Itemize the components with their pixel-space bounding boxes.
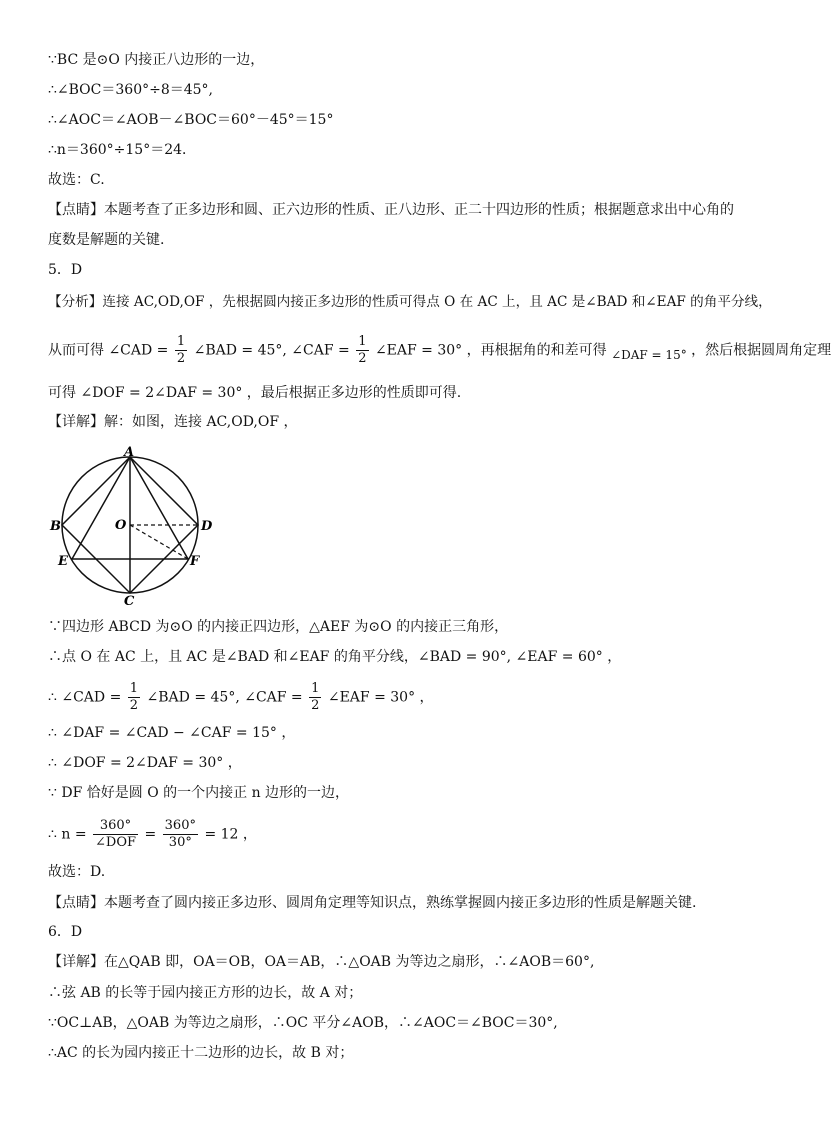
text-line-25: ∵OC⊥AB，△OAB 为等边之扇形，∴OC 平分∠AOB，∴∠AOC＝∠BOC＝30°,	[48, 1015, 558, 1031]
label-b: B	[50, 519, 61, 534]
text-line-18: ∵ DF 恰好是圆 O 的一个内接正 n 边形的一边，	[48, 785, 350, 801]
fraction-num: 1	[358, 334, 367, 349]
fraction-half	[309, 681, 321, 714]
fraction-num: 1	[129, 681, 139, 696]
text-line-3: ∴∠AOC＝∠AOB－∠BOC＝60°－45°＝15°	[48, 112, 334, 128]
fraction-den: 30°	[168, 835, 192, 850]
text-line-15-c: ∠EAF = 30° ，	[327, 689, 434, 706]
text-line-19-c: = 12 ，	[204, 826, 257, 843]
fraction-360-over-30	[163, 818, 198, 851]
text-line-26: ∴AC 的长为园内接正十二边形的边长，故 B 对；	[48, 1045, 354, 1061]
text-line-2: ∴∠BOC＝360°÷8＝45°,	[48, 82, 213, 98]
text-line-21: 【点睛】本题考查了圆内接正多边形、圆周角定理等知识点，熟练掌握圆内接正多边形的性质是解题关键.	[48, 895, 697, 911]
text-line-17: ∴ ∠DOF = 2∠DAF = 30° ，	[48, 755, 242, 771]
text-line-23: 【详解】在△QAB 即，OA＝OB，OA＝AB，∴△OAB 为等边之扇形，∴∠AOB＝60°,	[48, 954, 595, 970]
fraction-num: 1	[311, 681, 320, 696]
fraction-half	[175, 334, 187, 367]
label-f: F	[190, 554, 200, 569]
fraction-den: 2	[358, 351, 367, 366]
text-line-13: ∵四边形 ABCD 为⊙O 的内接正四边形，△AEF 为⊙O 的内接正三角形，	[48, 619, 509, 635]
text-line-12: 【详解】解：如图，连接 AC,OD,OF ，	[48, 414, 298, 430]
fraction-den: 2	[176, 351, 186, 366]
text-line-15-b: ∠BAD = 45°, ∠CAF =	[146, 689, 303, 706]
text-line-7: 度数是解题的关键.	[48, 232, 165, 248]
label-e: E	[58, 554, 68, 569]
text-line-8: 5．D	[48, 262, 83, 278]
text-line-24: ∴弦 AB 的长等于园内接正方形的边长，故 A 对；	[48, 985, 363, 1001]
fraction-den: ∠DOF	[95, 835, 137, 850]
label-a: A	[124, 445, 135, 460]
fraction-den: 2	[311, 698, 320, 713]
fraction-num: 1	[176, 334, 186, 349]
text-line-19	[48, 818, 257, 851]
text-line-4: ∴n＝360°÷15°＝24．	[48, 142, 197, 158]
text-line-20: 故选：D.	[48, 864, 106, 880]
fraction-den: 2	[129, 698, 139, 713]
text-line-10-b: ∠BAD = 45°, ∠CAF =	[193, 342, 350, 359]
fraction-half	[356, 334, 368, 367]
text-line-19-b: =	[144, 826, 157, 843]
label-c: C	[124, 594, 135, 609]
text-line-10-e: ，然后根据圆周角定理	[691, 342, 831, 359]
text-line-10-a: 从而可得 ∠CAD =	[48, 342, 169, 359]
text-line-19-a: ∴ n =	[48, 826, 87, 843]
text-line-15-a: ∴ ∠CAD =	[48, 689, 122, 706]
text-line-1: ∵BC 是⊙O 内接正八边形的一边，	[48, 52, 265, 68]
text-line-5: 故选：C.	[48, 172, 105, 188]
text-line-11: 可得 ∠DOF = 2∠DAF = 30° ，最后根据正多边形的性质即可得.	[48, 385, 462, 401]
text-line-10-c: ∠EAF = 30° ，再根据角的和差可得	[374, 342, 607, 359]
text-line-14: ∴点 O 在 AC 上，且 AC 是∠BAD 和∠EAF 的角平分线，∠BAD = 90°, ∠EAF = 60° ，	[48, 649, 622, 665]
text-line-6: 【点睛】本题考查了正多边形和圆、正六边形的性质、正八边形、正二十四边形的性质；根据题意求出中心角的	[48, 202, 734, 218]
geometry-figure	[48, 445, 223, 609]
text-line-10	[48, 334, 831, 367]
fraction-half	[128, 681, 140, 714]
text-line-9: 【分析】连接 AC,OD,OF ，先根据圆内接正多边形的性质可得点 O 在 AC 上，且 AC 是∠BAD 和∠EAF 的角平分线，	[48, 294, 772, 310]
text-line-15	[48, 681, 434, 714]
text-line-10-d: ∠DAF = 15°	[611, 347, 687, 362]
fraction-num: 360°	[93, 818, 138, 835]
text-line-16: ∴ ∠DAF = ∠CAD − ∠CAF = 15° ，	[48, 725, 296, 741]
fraction-num: 360°	[164, 818, 196, 833]
text-line-22: 6．D	[48, 924, 83, 940]
segment-of	[130, 525, 188, 559]
label-o: O	[115, 518, 127, 533]
label-d: D	[201, 519, 213, 534]
fraction-360-over-dof	[93, 818, 138, 851]
